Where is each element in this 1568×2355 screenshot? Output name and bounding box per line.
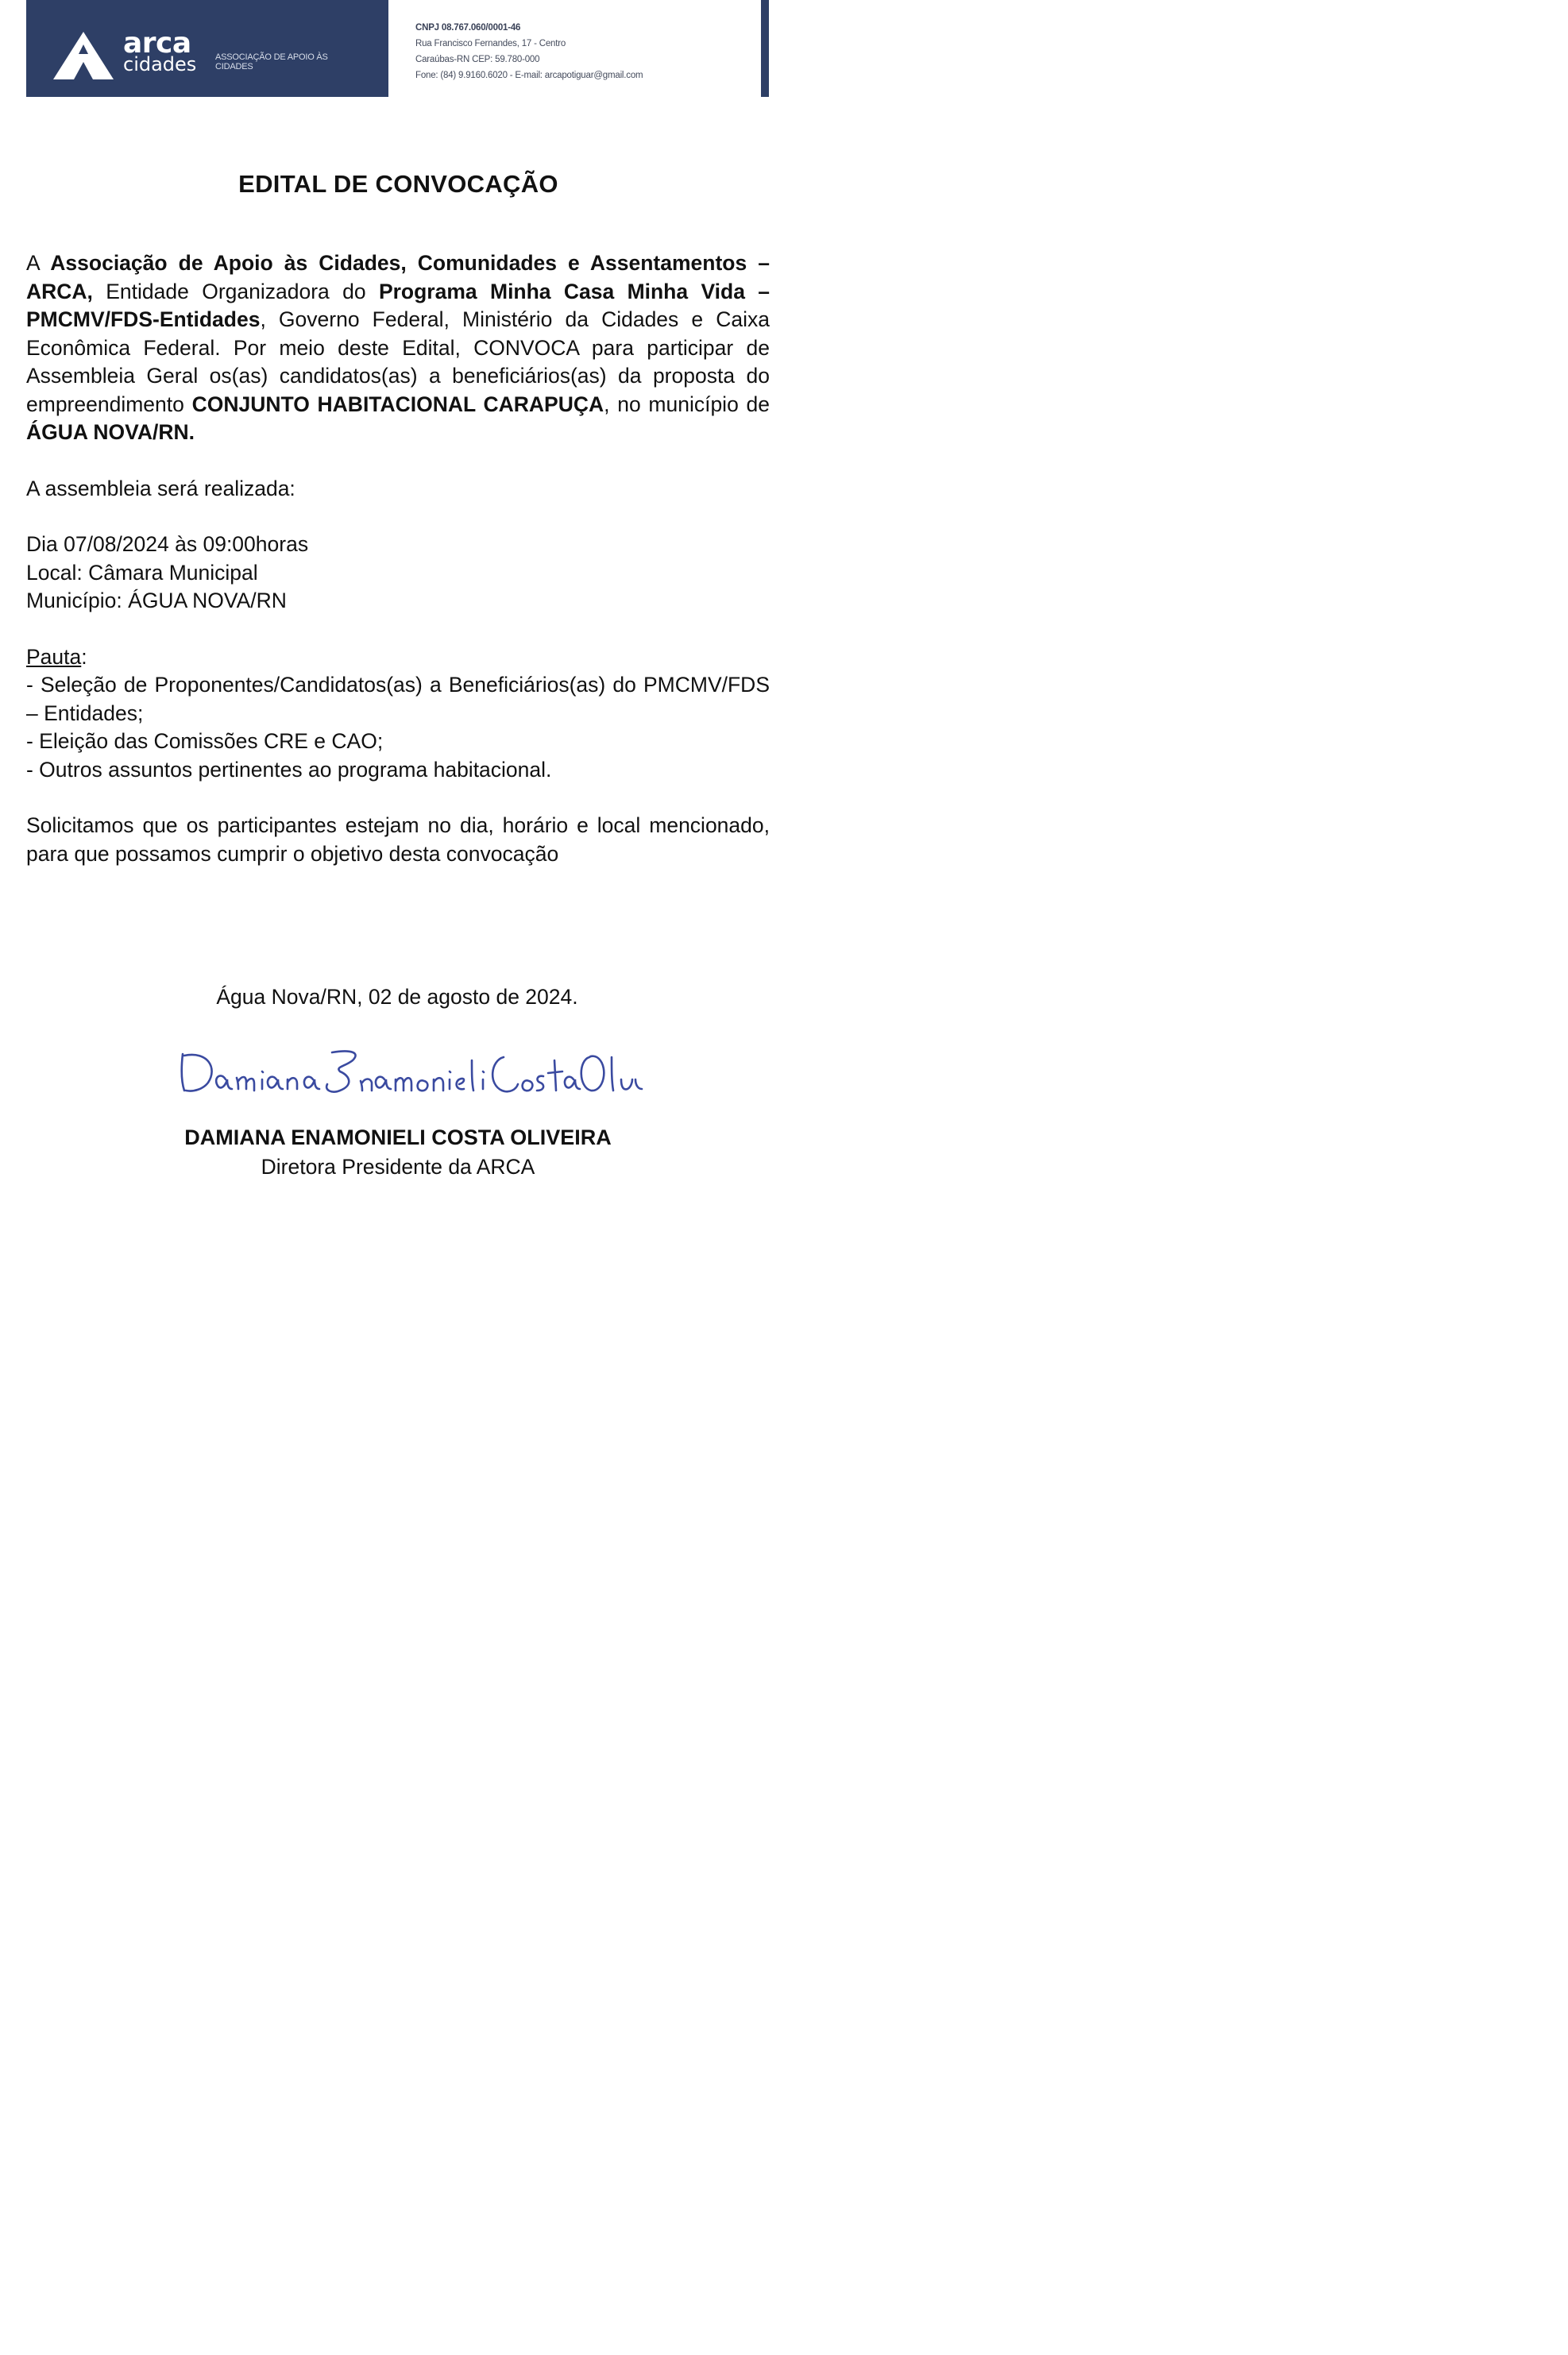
handwritten-signature bbox=[176, 1037, 645, 1100]
letterhead-contact bbox=[415, 20, 757, 83]
agenda-label: Pauta bbox=[26, 644, 82, 669]
municipality-name: ÁGUA NOVA/RN. bbox=[26, 420, 195, 444]
program-name: Programa Minha Casa Minha Vida – PMCMV/FDS-Entidades bbox=[26, 279, 770, 331]
logo-tagline: ASSOCIAÇÃO DE APOIO ÀS CIDADES bbox=[215, 52, 328, 71]
assembly-place: Local: Câmara Municipal bbox=[26, 560, 258, 585]
agenda-item: - Eleição das Comissões CRE e CAO; bbox=[26, 729, 384, 753]
signer-role: Diretora Presidente da ARCA bbox=[261, 1155, 535, 1179]
closing-paragraph: Solicitamos que os participantes estejam no dia, horário e local mencionado, para que possamos cumprir o objetivo desta convocação bbox=[26, 813, 770, 866]
intro-paragraph: A Associação de Apoio às Cidades, Comunidades e Assentamentos – ARCA, Entidade Organizadora do Programa Minha Casa Minha Vida – PMCMV/FDS-Entidades, Governo Federal, Ministério da Cidades e Caixa Econômica Federal. Por meio deste Edital, CONVOCA para participar de Assembleia Geral os(as) candidatos(as) a beneficiários(as) da proposta do empreendimento CONJUNTO HABITACIONAL CARAPUÇA, no município de ÁGUA NOVA/RN. bbox=[26, 251, 770, 444]
agenda-item: - Seleção de Proponentes/Candidatos(as) a Beneficiários(as) do PMCMV/FDS – Entidades; bbox=[26, 673, 770, 725]
logo-subword: cidades bbox=[123, 53, 197, 75]
address-line-2: Caraúbas-RN CEP: 59.780-000 bbox=[415, 55, 540, 64]
document-title: EDITAL DE CONVOCAÇÃO bbox=[238, 170, 558, 198]
org-name: Associação de Apoio às Cidades, Comunidades e Assentamentos – ARCA, bbox=[26, 251, 770, 303]
letterhead-edge-bar bbox=[761, 0, 769, 97]
phone-email-line: Fone: (84) 9.9160.6020 - E-mail: arcapotiguar@gmail.com bbox=[415, 71, 643, 80]
letterhead-banner bbox=[26, 0, 388, 97]
arca-logo-icon bbox=[52, 30, 115, 81]
logo-wordmark: arca bbox=[123, 27, 191, 60]
project-name: CONJUNTO HABITACIONAL CARAPUÇA bbox=[191, 392, 604, 416]
document-body bbox=[26, 249, 770, 868]
assembly-lead: A assembleia será realizada: bbox=[26, 476, 295, 500]
cnpj-line: CNPJ 08.767.060/0001-46 bbox=[415, 23, 521, 33]
agenda-heading: Pauta: bbox=[26, 644, 87, 669]
place-and-date: Água Nova/RN, 02 de agosto de 2024. bbox=[216, 985, 578, 1009]
signer-name: DAMIANA ENAMONIELI COSTA OLIVEIRA bbox=[184, 1125, 612, 1149]
assembly-date: Dia 07/08/2024 às 09:00horas bbox=[26, 532, 309, 556]
assembly-city: Município: ÁGUA NOVA/RN bbox=[26, 589, 287, 612]
agenda-item: - Outros assuntos pertinentes ao programa habitacional. bbox=[26, 757, 552, 782]
address-line-1: Rua Francisco Fernandes, 17 - Centro bbox=[415, 39, 566, 48]
